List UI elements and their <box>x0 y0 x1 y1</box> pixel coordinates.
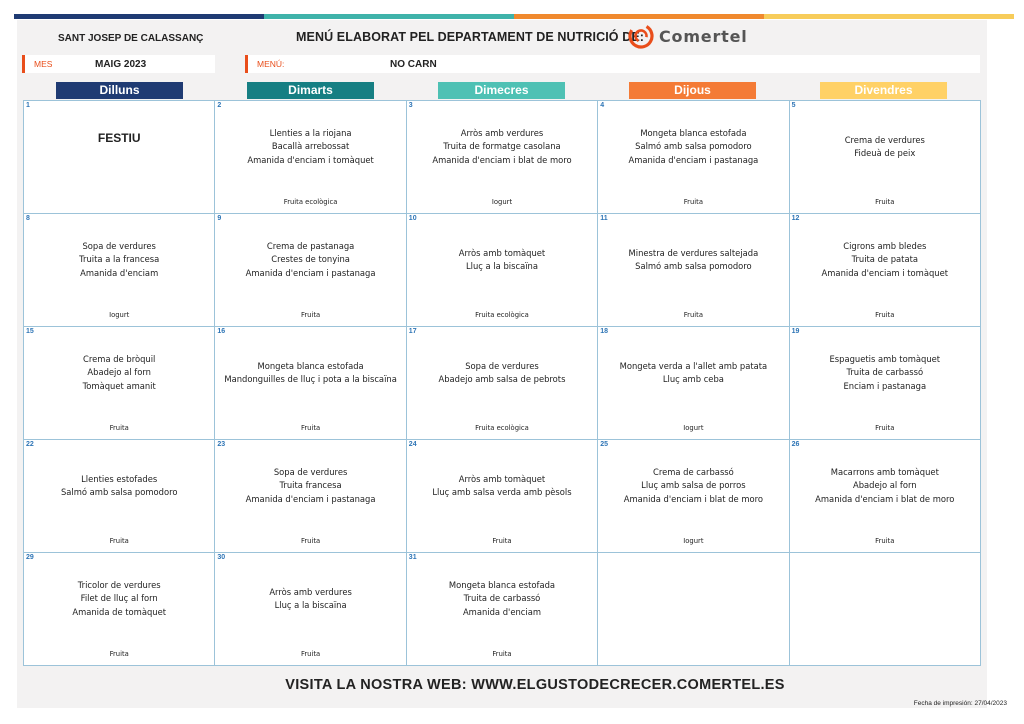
dish-item: Minestra de verdures saltejada <box>628 247 759 258</box>
day-number: 2 <box>217 102 222 109</box>
dessert-item: Fruita <box>875 311 895 319</box>
day-cell <box>215 214 406 327</box>
dish-item: Salmó amb salsa pomodoro <box>635 261 752 271</box>
dish-item: Arròs amb tomàquet <box>458 473 546 484</box>
dish-item: Amanida d'enciam i pastanaga <box>628 154 759 165</box>
school-name: SANT JOSEP DE CALASSANÇ <box>58 33 204 44</box>
day-cell <box>598 440 789 553</box>
dish-item: Sopa de verdures <box>273 466 348 477</box>
website-banner: VISITA LA NOSTRA WEB: WWW.ELGUSTODECRECER.COMERTEL.ES <box>285 677 785 693</box>
comertel-logo-icon <box>628 23 654 49</box>
dessert-item: Fruita ecològica <box>283 198 338 206</box>
day-cell <box>790 101 981 214</box>
menu-type-label: MENÚ: <box>257 59 285 69</box>
dish-list <box>407 553 597 645</box>
day-cell <box>598 101 789 214</box>
dish-item: Llenties a la riojana <box>269 127 352 138</box>
stripe-1 <box>14 14 264 19</box>
dish-item: Llenties estofades <box>81 473 158 484</box>
dessert-item: Fruita ecològica <box>475 311 529 319</box>
dish-item: Lluç amb ceba <box>662 374 724 384</box>
day-cell <box>598 327 789 440</box>
dish-item: Salmó amb salsa pomodoro <box>635 141 752 152</box>
dish-item: Amanida d'enciam i blat de moro <box>815 493 955 504</box>
day-cell <box>407 553 598 666</box>
dessert-item: Fruita <box>300 650 321 658</box>
day-number: 22 <box>26 441 34 448</box>
day-cell <box>407 327 598 440</box>
dessert-item: Fruita <box>683 311 704 319</box>
day-header-thursday: Dijous <box>629 82 756 99</box>
dessert-item: Fruita <box>492 650 512 658</box>
day-number: 5 <box>791 102 796 109</box>
day-cell <box>598 553 789 666</box>
dessert-item: Fruita <box>300 424 321 432</box>
dish-list <box>24 553 214 645</box>
dish-item: Abadejo al forn <box>853 480 917 491</box>
dish-item: Fideuà de peix <box>854 148 916 158</box>
day-cell <box>790 327 981 440</box>
day-number: 29 <box>26 554 34 561</box>
dish-list <box>790 214 980 306</box>
day-number: 8 <box>26 215 30 222</box>
dessert-item: Fruita <box>109 424 129 432</box>
dish-item: Truita francesa <box>279 480 342 491</box>
day-header-monday: Dilluns <box>56 82 183 99</box>
dish-item: Truita a la francesa <box>79 254 160 265</box>
menu-type-value: NO CARN <box>390 58 437 70</box>
dish-list <box>598 327 788 419</box>
dish-list <box>790 553 980 645</box>
day-number: 4 <box>600 102 605 109</box>
month-box <box>22 55 215 73</box>
dessert-item: Fruita <box>875 537 895 545</box>
dish-item: Crema de pastanaga <box>266 240 355 251</box>
dessert-item: Fruita ecològica <box>475 424 529 432</box>
day-number: 30 <box>217 554 226 561</box>
day-cell <box>24 101 215 214</box>
day-number: 24 <box>408 441 417 448</box>
dish-list <box>407 214 597 306</box>
stripe-2 <box>264 14 514 19</box>
logo-text: Comertel <box>659 26 748 46</box>
dish-item: Amanida d'enciam i pastanaga <box>245 267 376 278</box>
day-number: 12 <box>791 215 800 222</box>
dish-item: Arròs amb tomàquet <box>458 247 546 258</box>
dish-item: Amanida d'enciam i tomàquet <box>821 267 949 278</box>
dish-list <box>598 101 788 193</box>
dish-item: Arròs amb verdures <box>269 586 352 597</box>
day-cell <box>790 440 981 553</box>
day-header-wednesday: Dimecres <box>438 82 565 99</box>
dessert-item: Fruita <box>683 198 704 206</box>
day-number: 16 <box>217 328 226 335</box>
dish-item: Mongeta blanca estofada <box>257 360 364 371</box>
dish-item: Amanida d'enciam <box>462 606 542 617</box>
dish-item: Crema de bròquil <box>83 353 156 364</box>
dish-list <box>24 327 214 419</box>
day-cell <box>24 327 215 440</box>
dish-item: Bacallà arrebossat <box>271 141 350 152</box>
dessert-item: Iogurt <box>491 198 513 206</box>
day-number: 26 <box>791 441 800 448</box>
comertel-logo <box>628 23 748 49</box>
dish-item: Truita de formatge casolana <box>443 141 561 152</box>
dish-list <box>790 440 980 532</box>
dish-item: Amanida d'enciam <box>80 267 159 278</box>
dish-item: Lluç amb salsa de porros <box>641 480 746 491</box>
month-label: MES <box>34 59 53 69</box>
dish-item: Amanida d'enciam i blat de moro <box>432 154 572 165</box>
day-number: 25 <box>600 441 608 448</box>
dessert-item: Iogurt <box>683 537 704 545</box>
day-number: 23 <box>217 441 226 448</box>
dish-item: Mongeta blanca estofada <box>640 127 747 138</box>
dish-item: Tomàquet amanit <box>82 380 156 391</box>
dish-item: Filet de lluç al forn <box>80 593 158 604</box>
month-value: MAIG 2023 <box>95 58 147 70</box>
day-cell <box>215 553 406 666</box>
top-color-stripes <box>14 14 1014 19</box>
dish-item: Espaguetis amb tomàquet <box>829 353 941 364</box>
dish-item: Abadejo amb salsa de pebrots <box>438 374 566 384</box>
dish-list <box>790 327 980 419</box>
day-number: 11 <box>600 215 608 222</box>
dish-list <box>215 327 405 419</box>
dish-list <box>598 214 788 306</box>
day-cell <box>790 553 981 666</box>
dish-item: Macarrons amb tomàquet <box>830 466 939 477</box>
dish-item: Mandonguilles de lluç i pota a la biscaïna <box>224 374 397 384</box>
dish-item: Lluç a la biscaïna <box>274 600 347 610</box>
dish-item: Amanida d'enciam i pastanaga <box>245 493 376 504</box>
dish-list <box>407 440 597 532</box>
dessert-item: Fruita <box>109 650 129 658</box>
stripe-3 <box>514 14 764 19</box>
dish-item: Arròs amb verdures <box>460 127 544 138</box>
menu-calendar-grid <box>23 100 981 666</box>
dessert-item: Fruita <box>492 537 512 545</box>
dessert-item: Fruita <box>300 311 321 319</box>
day-number: 18 <box>600 328 608 335</box>
dish-item: Amanida de tomàquet <box>72 606 167 617</box>
day-number: 9 <box>217 215 222 222</box>
dish-item: Sopa de verdures <box>465 360 539 371</box>
day-cell <box>24 214 215 327</box>
dish-item: Crestes de tonyina <box>271 254 350 265</box>
day-cell <box>215 440 406 553</box>
dish-item: Crema de verdures <box>844 134 925 145</box>
day-cell <box>24 553 215 666</box>
dish-list <box>24 101 214 193</box>
dish-item: Truita de patata <box>851 254 919 265</box>
day-cell <box>215 101 406 214</box>
dish-item: Enciam i pastanaga <box>843 380 927 391</box>
dish-list <box>790 101 980 193</box>
dish-item: Crema de carbassó <box>652 466 734 477</box>
dish-item: Tricolor de verdures <box>77 579 161 590</box>
dish-list <box>215 440 405 532</box>
dish-item: Mongeta blanca estofada <box>448 579 556 590</box>
dessert-item: Iogurt <box>109 311 130 319</box>
dish-item: Cigrons amb bledes <box>843 240 927 251</box>
day-header-tuesday: Dimarts <box>247 82 374 99</box>
dish-item: Salmó amb salsa pomodoro <box>60 487 178 497</box>
day-number: 10 <box>408 215 417 222</box>
day-number: 3 <box>408 102 413 109</box>
day-number: 17 <box>408 328 417 335</box>
dish-list <box>407 101 597 193</box>
day-header-friday: Divendres <box>820 82 947 99</box>
day-number: 15 <box>26 328 34 335</box>
day-cell <box>407 101 598 214</box>
menu-type-box <box>245 55 980 73</box>
day-cell <box>407 440 598 553</box>
dish-item: Truita de carbassó <box>463 593 541 604</box>
dish-list <box>598 440 788 532</box>
dish-item: Truita de carbassó <box>846 367 924 378</box>
dish-item: Lluç amb salsa verda amb pèsols <box>432 487 572 497</box>
dish-item: Amanida d'enciam i tomàquet <box>247 154 374 165</box>
menu-title: MENÚ ELABORAT PEL DEPARTAMENT DE NUTRICIÓ DE: <box>296 30 645 44</box>
dish-list <box>215 214 405 306</box>
dish-item: Mongeta verda a l'allet amb patata <box>619 360 768 371</box>
dish-item: Sopa de verdures <box>82 240 156 251</box>
day-cell <box>407 214 598 327</box>
dish-list <box>215 101 405 193</box>
day-cell <box>24 440 215 553</box>
print-date: Fecha de impresión: 27/04/2023 <box>913 700 1007 707</box>
day-number: 19 <box>791 328 800 335</box>
dish-item: Amanida d'enciam i blat de moro <box>623 493 763 504</box>
stripe-4 <box>764 14 1014 19</box>
day-number: 31 <box>408 554 417 561</box>
dessert-item: Fruita <box>300 537 321 545</box>
dish-list <box>24 214 214 306</box>
dish-item: Lluç a la biscaïna <box>465 261 538 271</box>
dessert-item: Fruita <box>875 424 895 432</box>
day-cell <box>598 214 789 327</box>
day-number: 1 <box>26 102 30 109</box>
dish-list <box>407 327 597 419</box>
dish-list <box>24 440 214 532</box>
dessert-item: Fruita <box>109 537 129 545</box>
dish-item: Abadejo al forn <box>87 367 151 378</box>
dish-list <box>215 553 405 645</box>
day-cell <box>790 214 981 327</box>
dish-list <box>598 553 788 645</box>
day-cell <box>215 327 406 440</box>
dish-item: FESTIU <box>97 131 141 146</box>
dessert-item: Fruita <box>875 198 895 206</box>
dessert-item: Iogurt <box>683 424 704 432</box>
